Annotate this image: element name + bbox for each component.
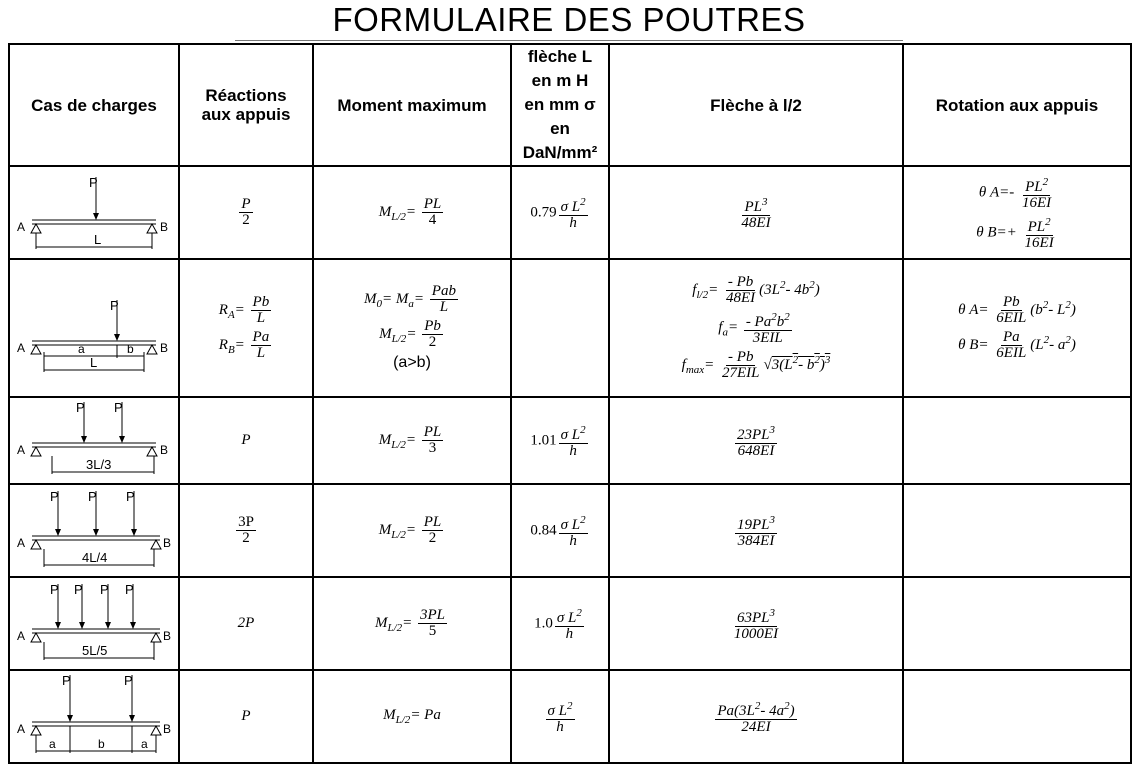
deflection-coefficient-cell: 0.79 $\frac{\sigma L^2}{h}$ xyxy=(511,166,609,259)
load-diagram-cell xyxy=(9,397,179,484)
load-label: P xyxy=(50,582,59,597)
central-point-load-diagram xyxy=(14,167,174,253)
load-label: P xyxy=(89,175,98,190)
load-label: P xyxy=(124,673,133,688)
rotation-cell xyxy=(903,484,1131,577)
page-title: FORMULAIRE DES POUTRES xyxy=(332,1,806,38)
midspan-deflection-cell: $\frac{23PL^3}{648EI}$ xyxy=(609,397,903,484)
load-diagram-cell xyxy=(9,484,179,577)
header-support-rotation: Rotation aux appuis xyxy=(903,44,1131,166)
moment-cell: $M_{L/2}=$ $\frac{PL}{2}$ xyxy=(313,484,511,577)
header-moment: Moment maximum xyxy=(313,44,511,166)
deflection-coefficient-cell: 1.01 $\frac{\sigma L^2}{h}$ xyxy=(511,397,609,484)
span-label: 5L/5 xyxy=(82,643,108,658)
span-label: L xyxy=(90,354,98,370)
midspan-deflection-cell: $\frac{Pa(3L^2- 4a^2)}{24EI}$ xyxy=(609,670,903,763)
span-label: 3L/3 xyxy=(86,457,112,472)
support-b-label: B xyxy=(160,340,169,355)
support-b-label: B xyxy=(160,220,169,234)
title-underline xyxy=(235,40,903,41)
two-point-loads-diagram xyxy=(14,398,174,478)
support-a-label: A xyxy=(17,722,26,736)
midspan-deflection-cell: $\frac{19PL^3}{384EI}$ xyxy=(609,484,903,577)
header-midspan-deflection: Flèche à l/2 xyxy=(609,44,903,166)
span-label: 4L/4 xyxy=(82,550,108,565)
beam-formula-table xyxy=(8,43,1132,764)
three-point-loads-diagram xyxy=(14,485,174,571)
table-row xyxy=(9,484,1131,577)
deflection-coefficient-cell: 0.84 $\frac{\sigma L^2}{h}$ xyxy=(511,484,609,577)
deflection-coefficient-cell: 1.0 $\frac{\sigma L^2}{h}$ xyxy=(511,577,609,670)
load-label: P xyxy=(50,489,59,504)
reactions-cell: $\frac{P}{2}$ xyxy=(179,166,313,259)
segment-b-label: b xyxy=(98,737,105,751)
table-row xyxy=(9,670,1131,763)
segment-b-label: b xyxy=(127,341,134,356)
table-row xyxy=(9,577,1131,670)
segment-a-label: a xyxy=(78,341,85,356)
load-diagram-cell xyxy=(9,166,179,259)
support-a-label: A xyxy=(17,536,26,550)
rotation-cell xyxy=(903,670,1131,763)
support-a-label: A xyxy=(17,443,26,457)
support-b-label: B xyxy=(160,443,169,457)
load-label: P xyxy=(110,297,119,313)
support-a-label: A xyxy=(17,340,26,355)
header-row xyxy=(9,44,1131,166)
moment-cell: $M_0= M_a=$ $\frac{\text{Pab}}{L}$ $M_{L/2}=$ $\frac{Pb}{2}$ (a>b) xyxy=(313,259,511,397)
load-label: P xyxy=(114,400,123,415)
table-row xyxy=(9,166,1131,259)
support-b-label: B xyxy=(163,722,172,736)
table-row xyxy=(9,259,1131,397)
load-label: P xyxy=(100,582,109,597)
rotation-cell: θ A=- $\frac{PL^2}{16EI}$ θ B=+ $\frac{PL^2}{16EI}$ xyxy=(903,166,1131,259)
moment-cell: $M_{L/2}= Pa$ xyxy=(313,670,511,763)
reactions-cell: $R_A=$ $\frac{Pb}{L}$ $R_B=$ $\frac{Pa}{L}$ xyxy=(179,259,313,397)
reactions-cell: 2P xyxy=(179,577,313,670)
reactions-cell: $\frac{3P}{2}$ xyxy=(179,484,313,577)
support-a-label: A xyxy=(17,629,26,643)
table-row xyxy=(9,397,1131,484)
rotation-cell xyxy=(903,577,1131,670)
header-reactions: Réactions aux appuis xyxy=(179,44,313,166)
header-load-case: Cas de charges xyxy=(9,44,179,166)
midspan-deflection-cell: $\frac{63PL^3}{1000EI}$ xyxy=(609,577,903,670)
load-diagram-cell xyxy=(9,259,179,397)
support-b-label: B xyxy=(163,629,172,643)
moment-cell: $M_{L/2}=$ $\frac{PL}{3}$ xyxy=(313,397,511,484)
load-label: P xyxy=(88,489,97,504)
segment-a-label: a xyxy=(49,737,56,751)
four-point-loads-diagram xyxy=(14,578,174,664)
symmetric-two-loads-diagram xyxy=(14,671,174,757)
moment-cell: $M_{L/2}=$ $\frac{PL}{4}$ xyxy=(313,166,511,259)
reactions-cell: P xyxy=(179,670,313,763)
segment-a-label: a xyxy=(141,737,148,751)
load-label: P xyxy=(126,489,135,504)
span-label: L xyxy=(94,232,102,247)
load-label: P xyxy=(76,400,85,415)
rotation-cell xyxy=(903,397,1131,484)
eccentric-point-load-diagram xyxy=(14,276,174,376)
header-deflection-coefficient: flèche L en m H en mm σ en DaN/mm² xyxy=(511,44,609,166)
deflection-coefficient-cell xyxy=(511,259,609,397)
support-a-label: A xyxy=(17,220,26,234)
moment-cell: $M_{L/2}=$ $\frac{3PL}{5}$ xyxy=(313,577,511,670)
load-label: P xyxy=(62,673,71,688)
load-label: P xyxy=(74,582,83,597)
reactions-cell: P xyxy=(179,397,313,484)
load-label: P xyxy=(125,582,134,597)
load-diagram-cell xyxy=(9,670,179,763)
deflection-coefficient-cell: $\frac{\sigma L^2}{h}$ xyxy=(511,670,609,763)
rotation-cell: θ A= $\frac{Pb}{\text{6EIL}}$ ($b^2-$ $L^2$) θ B= $\frac{Pa}{\text{6EIL}}$ ($L^2-$ $a^2$) xyxy=(903,259,1131,397)
midspan-deflection-cell: $\frac{PL^3}{48EI}$ xyxy=(609,166,903,259)
support-b-label: B xyxy=(163,536,172,550)
load-diagram-cell xyxy=(9,577,179,670)
midspan-deflection-cell: $f_{l/2}=$ $\frac{- Pb}{48EI}$ ($3L^2-$ $4b^2$) $f_a=$ $\frac{- Pa^2b^2}{\text{3EIL}}$ $f_{max}=$ $\frac{- Pb}{\text{27EIL}}$ $√3(L^2-$ $b^2)^3$ xyxy=(609,259,903,397)
